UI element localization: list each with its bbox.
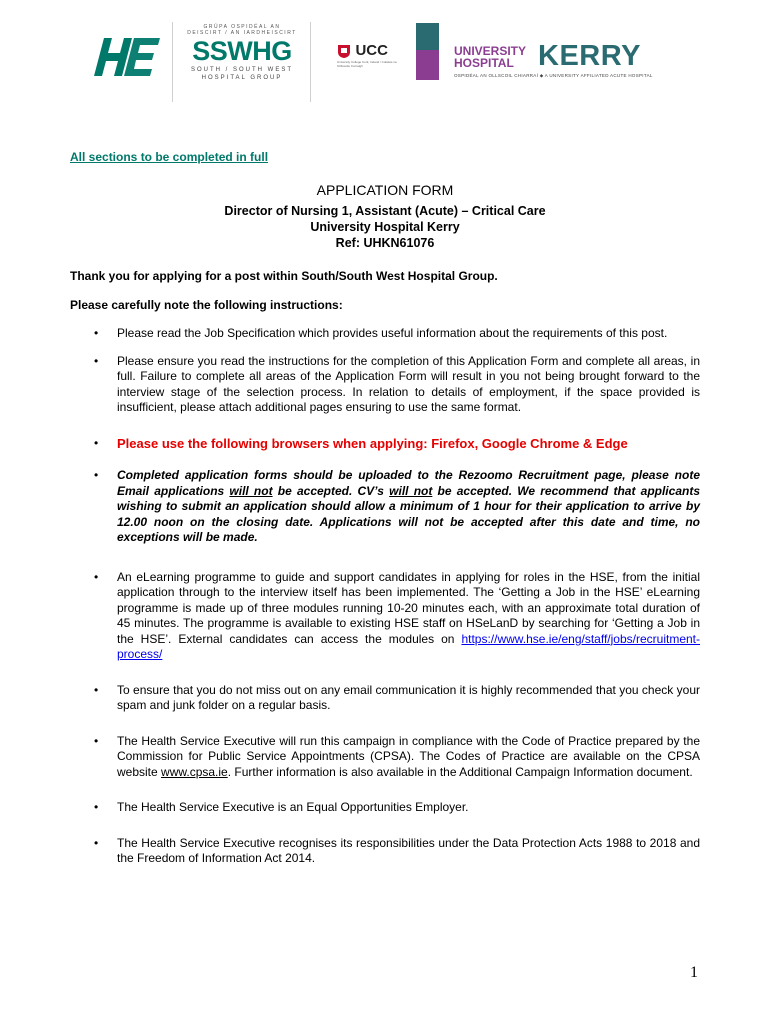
instruction-text: Please ensure you read the instructions for the completion of this Application Form and complete all areas, in full. Failure to complete all areas of the Application Form will result in you not being brought forward to the interview stage of the selection process. In relation to details of employment, if the space provided is insufficient, please attach additional pages ensuring to use the same format. (117, 353, 700, 414)
ucc-crest-icon (337, 44, 351, 58)
browser-requirement: Please use the following browsers when applying: Firefox, Google Chrome & Edge (117, 435, 628, 451)
instruction-text: The Health Service Executive recognises its responsibilities under the Data Protection Acts 1988 to 2018 and the Freedom of Information Act 2014. (117, 835, 700, 865)
completed-note: All sections to be completed in full (70, 150, 269, 164)
instructions-list (70, 326, 700, 867)
list-item (70, 436, 700, 453)
uhk-hospital: HOSPITAL (454, 56, 514, 70)
upload-instruction-part: be accepted. We recommend that applicants wishing to submit an application should allow a minimum of 1 hour for their application to arrive by 12.00 noon on the closing date. Applications will not be accepted after this date and time, no exceptions will be made. (117, 483, 700, 544)
upload-instruction-part: Completed application forms should be uploaded to the Rezoomo Recruitment page, please note Email applications (117, 468, 700, 498)
instructions-heading: Please carefully note the following instructions: (70, 298, 343, 312)
instruction-text: The Health Service Executive is an Equal Opportunities Employer. (117, 800, 469, 814)
cpsa-text: . Further information is also available in the Additional Campaign Information document. (227, 764, 693, 779)
reference-number: Ref: UHKN61076 (335, 236, 435, 250)
instruction-text: To ensure that you do not miss out on any email communication it is highly recommended that you check your spam and junk folder on a regular basis. (117, 682, 700, 712)
list-item (70, 326, 700, 342)
uhk-university: UNIVERSITY (454, 44, 527, 58)
upload-instruction-part: be accepted. CV’s (272, 483, 390, 498)
bullet-icon: • (94, 835, 99, 850)
list-item (70, 836, 700, 867)
bullet-icon: • (94, 682, 99, 697)
bullet-icon: • (94, 569, 99, 584)
list-item (70, 800, 700, 816)
sswhg-name: SSWHG (192, 36, 292, 66)
elearning-text: An eLearning programme to guide and support candidates in applying for roles in the HSE, from the initial application through to the interview itself has been implemented. The ‘Getting a Job in the HSE’ eLearning programme is made up of three modules running 10-20 minutes each, with an approximate total duration of 45 minutes. The programme is available to existing HSE staff on HSeLanD by searching for ‘Getting a Job in the HSE’. External candidates can access the modules on (117, 569, 700, 646)
hse-logo (94, 34, 160, 80)
list-item (70, 468, 700, 546)
bullet-icon: • (94, 733, 99, 748)
will-not-emphasis: will not (389, 483, 433, 498)
cpsa-link[interactable]: www.cpsa.ie (161, 764, 228, 779)
cpsa-text: The Health Service Executive will run this campaign in compliance with the Code of Practice prepared by the Commission for Public Service Appointments (CPSA). The Codes of Practice are available on the CPSA website (117, 733, 700, 779)
bullet-icon: • (94, 468, 99, 482)
instruction-text: Please read the Job Specification which provides useful information about the requirements of this post. (117, 326, 668, 340)
list-item (70, 354, 700, 416)
ucc-subtitle: University College Cork, Ireland / Coláiste na hOllscoile Corcaigh (337, 60, 397, 68)
list-item (70, 570, 700, 663)
list-item (70, 734, 700, 781)
uhk-logo-bar-teal (416, 23, 439, 50)
bullet-icon: • (94, 800, 99, 814)
sswhg-tagline: GRÚPA OSPIDÉAL AN DEISCIRT / AN IARDHEISCIRT (187, 24, 297, 36)
logo-divider (310, 22, 311, 102)
list-item (70, 683, 700, 714)
page-number: 1 (690, 964, 698, 981)
ucc-logo (337, 42, 397, 68)
recruitment-process-link[interactable]: https://www.hse.ie/eng/staff/jobs/recruitment-process/ (117, 631, 700, 661)
sswhg-subtitle-line2: HOSPITAL GROUP (201, 75, 283, 81)
uhk-logo-bar-purple (416, 50, 439, 80)
form-title: APPLICATION FORM (316, 182, 454, 198)
ucc-name: UCC (355, 42, 388, 59)
uhk-tagline: OSPIDÉAL AN OLLSCOIL CHIARRAÍ ◆ A UNIVERSITY AFFILIATED ACUTE HOSPITAL (454, 73, 653, 78)
logo-divider (172, 22, 173, 102)
uhk-kerry: KERRY (538, 40, 641, 72)
sswhg-subtitle-line1: SOUTH / SOUTH WEST (191, 67, 293, 73)
bullet-icon: • (94, 353, 99, 368)
sswhg-logo (186, 24, 298, 82)
thanks-text: Thank you for applying for a post within South/South West Hospital Group. (70, 269, 498, 283)
will-not-emphasis: will not (229, 483, 273, 498)
bullet-icon: • (94, 435, 99, 450)
position-title: Director of Nursing 1, Assistant (Acute) – Critical Care (224, 204, 546, 218)
hospital-name: University Hospital Kerry (310, 220, 460, 234)
bullet-icon: • (94, 326, 99, 340)
